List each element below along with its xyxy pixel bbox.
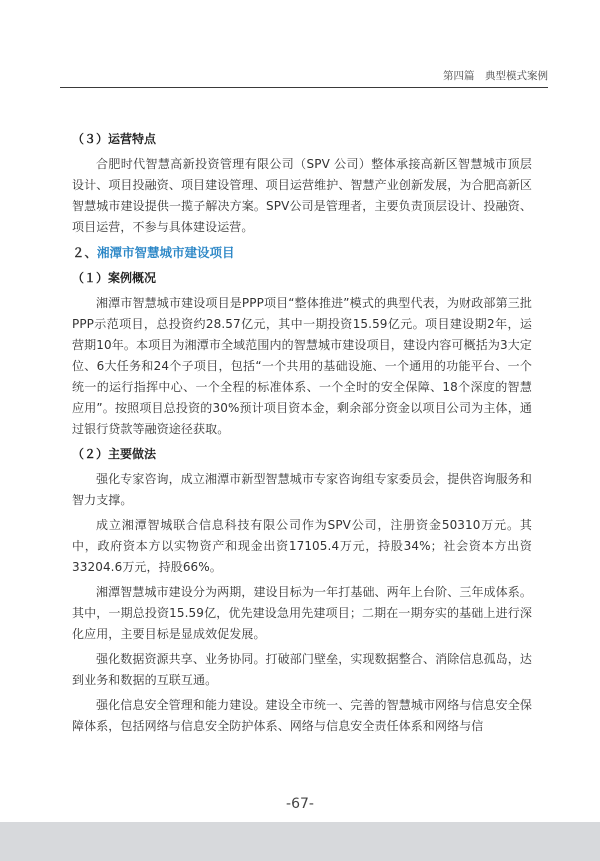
heading-title: 湘潭市智慧城市建设项目 xyxy=(97,245,235,260)
paragraph-practice-4: 强化数据资源共享、业务协同。打破部门壁垒，实现数据整合、消除信息孤岛，达到业务和数据的互联互通。 xyxy=(72,652,532,687)
heading-xiangtan-project xyxy=(72,242,532,264)
page-body xyxy=(72,129,532,737)
paragraph-operation: 合肥时代智慧高新投资管理有限公司（SPV 公司）整体承接高新区智慧城市顶层设计、项目投融资、项目建设管理、项目运营维护、智慧产业创新发展，为合肥高新区智慧城市建设提供一揽子解决方案。SPV公司是管理者，主要负责顶层设计、投融资、项目运营，不参与具体建设运营。 xyxy=(72,157,532,234)
heading-number: ２、 xyxy=(72,245,98,260)
heading-main-practices: （２）主要做法 xyxy=(72,447,157,461)
paragraph-practice-3: 湘潭智慧城市建设分为两期，建设目标为一年打基础、两年上台阶、三年成体系。其中，一期总投资15.59亿，优先建设急用先建项目；二期在一期夯实的基础上进行深化应用，主要目标是显成效促发展。 xyxy=(72,585,532,641)
header-rule xyxy=(60,87,548,88)
paragraph-practice-2: 成立湘潭智城联合信息科技有限公司作为SPV公司，注册资金50310万元。其中，政府资本方以实物资产和现金出资17105.4万元，持股34%；社会资本方出资33204.6万元，持股66%。 xyxy=(72,518,532,574)
running-header: 第四篇 典型模式案例 xyxy=(443,70,548,82)
paragraph-practice-5: 强化信息安全管理和能力建设。建设全市统一、完善的智慧城市网络与信息安全保障体系，包括网络与信息安全防护体系、网络与信息安全责任体系和网络与信 xyxy=(72,698,532,733)
heading-operation-features: （３）运营特点 xyxy=(72,132,157,146)
footer-bar xyxy=(0,822,600,861)
paragraph-practice-1: 强化专家咨询，成立湘潭市新型智慧城市专家咨询组专家委员会，提供咨询服务和智力支撑。 xyxy=(72,472,532,507)
heading-case-overview: （１）案例概况 xyxy=(72,271,157,285)
page-number: -67- xyxy=(286,796,314,812)
paragraph-overview: 湘潭市智慧城市建设项目是PPP项目“整体推进”模式的典型代表，为财政部第三批PPP示范项目，总投资约28.57亿元，其中一期投资15.59亿元。项目建设期2年，运营期10年。本项目为湘潭市全域范围内的智慧城市建设项目，建设内容可概括为3大定位、6大任务和24个子项目，包括“一个共用的基础设施、一个通用的功能平台、一个统一的运行指挥中心、一个全程的标准体系、一个全时的安全保障、18个深度的智慧应用”。按照项目总投资的30%预计项目资本金，剩余部分资金以项目公司为主体，通过银行贷款等融资途径获取。 xyxy=(72,296,532,436)
